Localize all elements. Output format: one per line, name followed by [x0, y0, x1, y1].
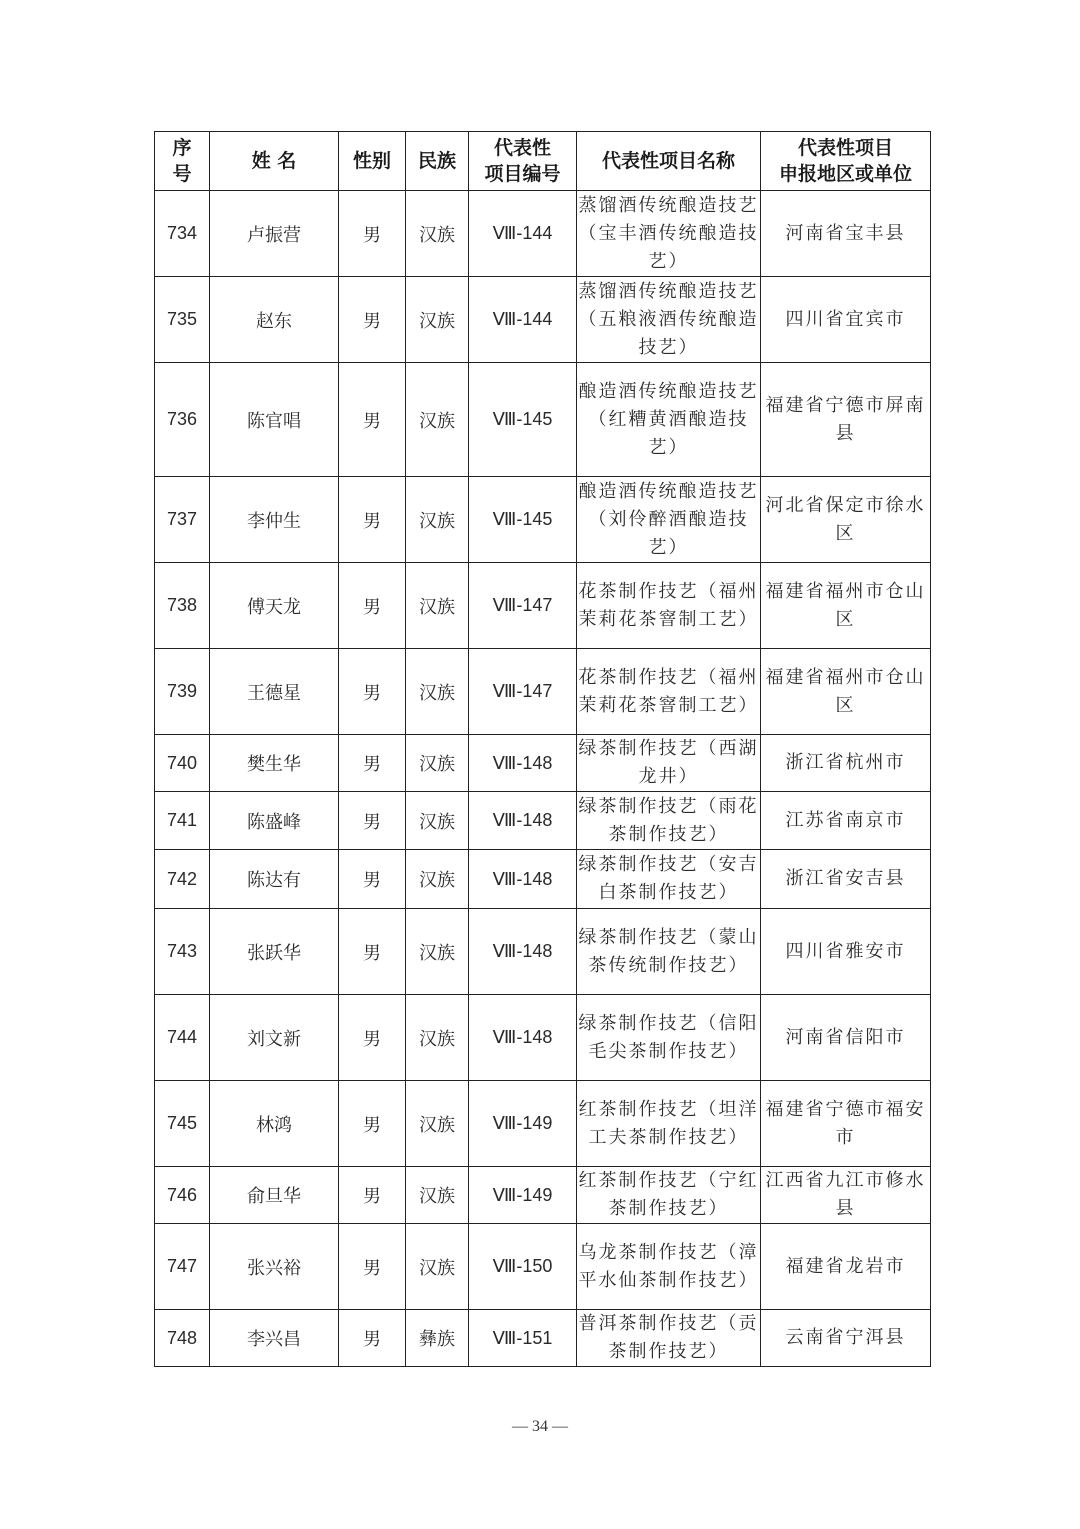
cell-region: 江苏省南京市 [761, 792, 931, 850]
cell-index: 736 [155, 363, 210, 477]
cell-name: 张跃华 [210, 909, 339, 995]
cell-gender: 男 [339, 191, 406, 277]
table-row [155, 477, 931, 563]
cell-project-code: Ⅷ-151 [469, 1310, 577, 1367]
cell-project-name: 绿茶制作技艺（雨花茶制作技艺） [577, 792, 761, 850]
cell-region: 福建省宁德市屏南县 [761, 363, 931, 477]
cell-name: 李仲生 [210, 477, 339, 563]
cell-ethnicity: 汉族 [406, 909, 469, 995]
cell-gender: 男 [339, 1167, 406, 1224]
cell-name: 俞旦华 [210, 1167, 339, 1224]
cell-gender: 男 [339, 563, 406, 649]
cell-project-code: Ⅷ-147 [469, 563, 577, 649]
cell-name: 林鸿 [210, 1081, 339, 1167]
cell-region: 福建省龙岩市 [761, 1224, 931, 1310]
cell-ethnicity: 彝族 [406, 1310, 469, 1367]
cell-project-name: 蒸馏酒传统酿造技艺（五粮液酒传统酿造技艺） [577, 277, 761, 363]
cell-project-name: 花茶制作技艺（福州茉莉花茶窨制工艺） [577, 563, 761, 649]
cell-ethnicity: 汉族 [406, 649, 469, 735]
cell-region: 河北省保定市徐水区 [761, 477, 931, 563]
cell-project-name: 红茶制作技艺（宁红茶制作技艺） [577, 1167, 761, 1224]
cell-project-code: Ⅷ-144 [469, 191, 577, 277]
cell-ethnicity: 汉族 [406, 995, 469, 1081]
header-index: 序 号 [155, 132, 210, 191]
page-number: — 34 — [512, 1418, 568, 1435]
cell-name: 陈官唱 [210, 363, 339, 477]
cell-region: 四川省雅安市 [761, 909, 931, 995]
table-row [155, 563, 931, 649]
cell-name: 赵东 [210, 277, 339, 363]
table-header-row [155, 132, 931, 191]
cell-project-name: 酿造酒传统酿造技艺（红糟黄酒酿造技艺） [577, 363, 761, 477]
cell-ethnicity: 汉族 [406, 477, 469, 563]
cell-name: 李兴昌 [210, 1310, 339, 1367]
table-row [155, 191, 931, 277]
cell-project-name: 绿茶制作技艺（蒙山茶传统制作技艺） [577, 909, 761, 995]
cell-index: 741 [155, 792, 210, 850]
cell-ethnicity: 汉族 [406, 792, 469, 850]
cell-index: 740 [155, 735, 210, 792]
header-gender: 性别 [339, 132, 406, 191]
cell-region: 河南省信阳市 [761, 995, 931, 1081]
cell-gender: 男 [339, 792, 406, 850]
cell-index: 737 [155, 477, 210, 563]
cell-index: 734 [155, 191, 210, 277]
cell-name: 樊生华 [210, 735, 339, 792]
cell-ethnicity: 汉族 [406, 563, 469, 649]
cell-project-code: Ⅷ-145 [469, 477, 577, 563]
cell-region: 云南省宁洱县 [761, 1310, 931, 1367]
cell-gender: 男 [339, 363, 406, 477]
table-row [155, 363, 931, 477]
cell-index: 738 [155, 563, 210, 649]
cell-gender: 男 [339, 277, 406, 363]
cell-region: 浙江省杭州市 [761, 735, 931, 792]
cell-name: 王德星 [210, 649, 339, 735]
cell-region: 四川省宜宾市 [761, 277, 931, 363]
cell-project-name: 绿茶制作技艺（信阳毛尖茶制作技艺） [577, 995, 761, 1081]
cell-name: 张兴裕 [210, 1224, 339, 1310]
cell-project-code: Ⅷ-149 [469, 1167, 577, 1224]
cell-project-code: Ⅷ-149 [469, 1081, 577, 1167]
cell-gender: 男 [339, 995, 406, 1081]
cell-project-name: 绿茶制作技艺（西湖龙井） [577, 735, 761, 792]
cell-gender: 男 [339, 850, 406, 909]
cell-project-code: Ⅷ-148 [469, 909, 577, 995]
cell-index: 735 [155, 277, 210, 363]
header-project-name: 代表性项目名称 [577, 132, 761, 191]
cell-gender: 男 [339, 909, 406, 995]
table-row [155, 1167, 931, 1224]
cell-project-code: Ⅷ-148 [469, 735, 577, 792]
header-name: 姓 名 [210, 132, 339, 191]
cell-name: 傅天龙 [210, 563, 339, 649]
cell-project-name: 普洱茶制作技艺（贡茶制作技艺） [577, 1310, 761, 1367]
cell-ethnicity: 汉族 [406, 277, 469, 363]
table-row [155, 850, 931, 909]
cell-name: 卢振营 [210, 191, 339, 277]
cell-gender: 男 [339, 477, 406, 563]
cell-ethnicity: 汉族 [406, 1081, 469, 1167]
cell-index: 748 [155, 1310, 210, 1367]
cell-ethnicity: 汉族 [406, 1224, 469, 1310]
cell-project-code: Ⅷ-147 [469, 649, 577, 735]
cell-project-code: Ⅷ-144 [469, 277, 577, 363]
cell-index: 744 [155, 995, 210, 1081]
table-row [155, 277, 931, 363]
cell-ethnicity: 汉族 [406, 1167, 469, 1224]
table-body [155, 191, 931, 1367]
cell-region: 浙江省安吉县 [761, 850, 931, 909]
table-row [155, 1081, 931, 1167]
cell-gender: 男 [339, 735, 406, 792]
cell-project-name: 蒸馏酒传统酿造技艺（宝丰酒传统酿造技艺） [577, 191, 761, 277]
cell-ethnicity: 汉族 [406, 363, 469, 477]
cell-ethnicity: 汉族 [406, 191, 469, 277]
cell-project-code: Ⅷ-150 [469, 1224, 577, 1310]
cell-project-name: 乌龙茶制作技艺（漳平水仙茶制作技艺） [577, 1224, 761, 1310]
cell-project-code: Ⅷ-148 [469, 995, 577, 1081]
cell-index: 745 [155, 1081, 210, 1167]
cell-index: 747 [155, 1224, 210, 1310]
table-row [155, 1310, 931, 1367]
table-row [155, 995, 931, 1081]
header-region: 代表性项目 申报地区或单位 [761, 132, 931, 191]
cell-region: 福建省福州市仓山区 [761, 649, 931, 735]
cell-project-code: Ⅷ-145 [469, 363, 577, 477]
cell-index: 739 [155, 649, 210, 735]
cell-region: 福建省宁德市福安市 [761, 1081, 931, 1167]
cell-gender: 男 [339, 649, 406, 735]
cell-project-name: 酿造酒传统酿造技艺（刘伶醉酒酿造技艺） [577, 477, 761, 563]
table-row [155, 792, 931, 850]
cell-gender: 男 [339, 1081, 406, 1167]
cell-index: 742 [155, 850, 210, 909]
cell-gender: 男 [339, 1310, 406, 1367]
cell-project-name: 花茶制作技艺（福州茉莉花茶窨制工艺） [577, 649, 761, 735]
cell-project-name: 绿茶制作技艺（安吉白茶制作技艺） [577, 850, 761, 909]
cell-ethnicity: 汉族 [406, 850, 469, 909]
table-row [155, 909, 931, 995]
cell-project-name: 红茶制作技艺（坦洋工夫茶制作技艺） [577, 1081, 761, 1167]
cell-gender: 男 [339, 1224, 406, 1310]
cell-region: 河南省宝丰县 [761, 191, 931, 277]
cell-name: 陈盛峰 [210, 792, 339, 850]
cell-name: 陈达有 [210, 850, 339, 909]
cell-project-code: Ⅷ-148 [469, 792, 577, 850]
cell-name: 刘文新 [210, 995, 339, 1081]
cell-index: 746 [155, 1167, 210, 1224]
table-row [155, 649, 931, 735]
cell-region: 江西省九江市修水县 [761, 1167, 931, 1224]
inheritor-table [154, 131, 931, 1367]
header-project-code: 代表性 项目编号 [469, 132, 577, 191]
table-row [155, 1224, 931, 1310]
table-row [155, 735, 931, 792]
cell-project-code: Ⅷ-148 [469, 850, 577, 909]
header-ethnicity: 民族 [406, 132, 469, 191]
cell-ethnicity: 汉族 [406, 735, 469, 792]
cell-index: 743 [155, 909, 210, 995]
cell-region: 福建省福州市仓山区 [761, 563, 931, 649]
